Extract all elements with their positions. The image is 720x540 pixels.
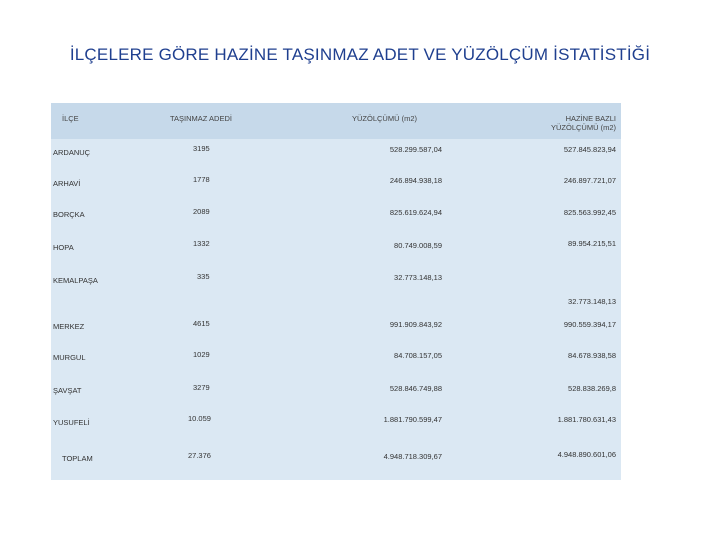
cell-area: 528.299.587,04 — [389, 145, 442, 154]
cell-district: ŞAVŞAT — [53, 386, 82, 395]
cell-area: 80.749.008,59 — [394, 241, 442, 250]
cell-count: 3195 — [193, 144, 210, 153]
header-ilce: İLÇE — [62, 114, 79, 123]
cell-area: 84.708.157,05 — [394, 351, 442, 360]
cell-total-count: 27.376 — [188, 451, 211, 460]
cell-count: 10.059 — [188, 414, 211, 423]
cell-count: 1778 — [193, 175, 210, 184]
cell-total-label: TOPLAM — [62, 454, 93, 463]
page-title: İLÇELERE GÖRE HAZİNE TAŞINMAZ ADET VE YÜZÖLÇÜM İSTATİSTİĞİ — [69, 45, 651, 64]
cell-area: 991.909.843,92 — [389, 320, 442, 329]
cell-treasury-area: 990.559.394,17 — [563, 320, 616, 329]
cell-total-treasury-area: 4.948.890.601,06 — [557, 450, 616, 459]
cell-count: 335 — [197, 272, 210, 281]
cell-count: 1332 — [193, 239, 210, 248]
cell-district: MURGUL — [53, 353, 86, 362]
cell-count: 1029 — [193, 350, 210, 359]
cell-district: ARHAVİ — [53, 179, 81, 188]
header-hazine-bazli: HAZİNE BAZLI — [565, 114, 616, 123]
cell-total-area: 4.948.718.309,67 — [383, 452, 442, 461]
cell-count: 3279 — [193, 383, 210, 392]
cell-district: HOPA — [53, 243, 74, 252]
cell-count: 2089 — [193, 207, 210, 216]
cell-district: BORÇKA — [53, 210, 85, 219]
cell-district: ARDANUÇ — [53, 148, 91, 157]
cell-count: 4615 — [193, 319, 210, 328]
cell-treasury-area: 32.773.148,13 — [568, 297, 616, 306]
cell-area: 1.881.790.599,47 — [383, 415, 442, 424]
cell-treasury-area: 1.881.780.631,43 — [557, 415, 616, 424]
cell-area: 825.619.624,94 — [389, 208, 442, 217]
cell-treasury-area: 246.897.721,07 — [563, 176, 616, 185]
cell-treasury-area: 527.845.823,94 — [563, 145, 616, 154]
cell-area: 32.773.148,13 — [394, 273, 442, 282]
cell-treasury-area: 89.954.215,51 — [568, 239, 616, 248]
header-tasinmaz-adedi: TAŞINMAZ ADEDİ — [170, 114, 232, 123]
cell-district: MERKEZ — [53, 322, 85, 331]
header-yuzolcumu: YÜZÖLÇÜMÜ (m2) — [352, 114, 417, 123]
cell-area: 528.846.749,88 — [389, 384, 442, 393]
cell-district: YUSUFELİ — [53, 418, 90, 427]
cell-treasury-area: 825.563.992,45 — [563, 208, 616, 217]
cell-area: 246.894.938,18 — [389, 176, 442, 185]
cell-treasury-area: 528.838.269,8 — [568, 384, 616, 393]
cell-district: KEMALPAŞA — [53, 276, 98, 285]
header-hazine-bazli-yuzolcumu: YÜZÖLÇÜMÜ (m2) — [551, 123, 616, 132]
cell-treasury-area: 84.678.938,58 — [568, 351, 616, 360]
